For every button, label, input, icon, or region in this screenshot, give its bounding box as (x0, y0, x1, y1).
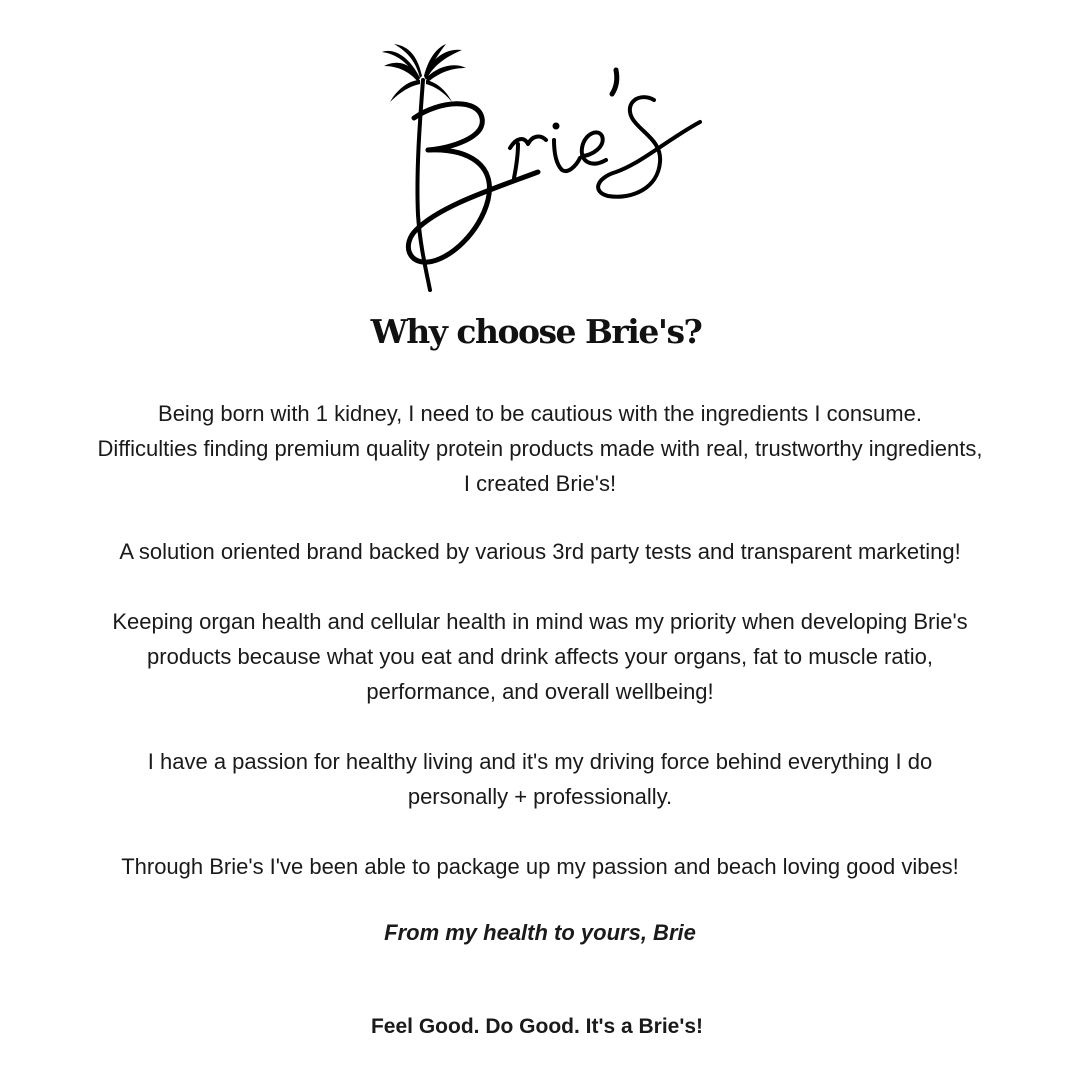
signoff: From my health to yours, Brie (384, 920, 696, 945)
page-title: Why choose Brie's? (370, 312, 702, 351)
brand-logo (370, 40, 710, 295)
story-paragraph (30, 396, 1050, 501)
paragraph-line: I have a passion for healthy living and it's my driving force behind everything I do (147, 749, 933, 774)
paragraph-line: personally + professionally. (407, 784, 673, 809)
vibes-paragraph (30, 849, 1050, 884)
tagline: Feel Good. Do Good. It's a Brie's! (370, 1015, 704, 1038)
paragraph-line: Through Brie's I've been able to package up my passion and beach loving good vibes! (121, 854, 959, 879)
passion-paragraph (30, 744, 1050, 814)
brand-paragraph (30, 534, 1050, 569)
paragraph-line: A solution oriented brand backed by various 3rd party tests and transparent marketing! (119, 539, 961, 564)
paragraph-line: Keeping organ health and cellular health in mind was my priority when developing Brie's (112, 609, 968, 634)
bries-logo-icon (370, 40, 710, 295)
paragraph-line: I created Brie's! (463, 471, 617, 496)
health-paragraph (30, 604, 1050, 709)
paragraph-line: products because what you eat and drink affects your organs, fat to muscle ratio, (147, 644, 933, 669)
paragraph-line: Being born with 1 kidney, I need to be cautious with the ingredients I consume. (158, 401, 922, 426)
paragraph-line: performance, and overall wellbeing! (366, 679, 714, 704)
paragraph-line: Difficulties finding premium quality protein products made with real, trustworthy ingredients, (97, 436, 983, 461)
